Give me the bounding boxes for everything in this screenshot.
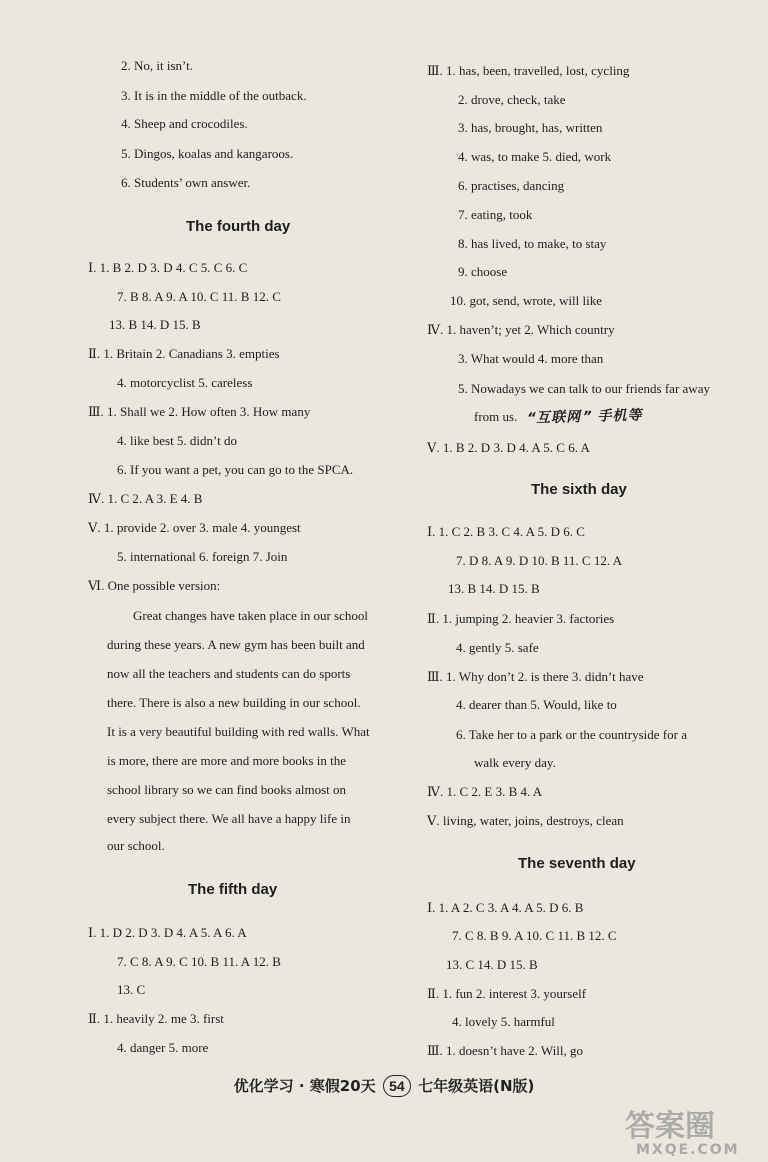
left-answer-line: 13. C bbox=[117, 982, 146, 997]
left-answer-line: 4. like best 5. didn’t do bbox=[117, 433, 238, 448]
right-answer-line: 4. lovely 5. harmful bbox=[452, 1014, 555, 1029]
right-answer-line: Ⅱ. 1. jumping 2. heavier 3. factories bbox=[427, 611, 615, 626]
right-answer-line: Ⅳ. 1. haven’t; yet 2. Which country bbox=[427, 322, 615, 337]
left-answer-line: It is a very beautiful building with red walls. What bbox=[107, 724, 370, 739]
right-answer-line: 7. eating, took bbox=[458, 207, 533, 222]
left-answer-line: 7. B 8. A 9. A 10. C 11. B 12. C bbox=[117, 289, 281, 304]
right-answer-line: 6. Take her to a park or the countryside for a bbox=[456, 727, 687, 742]
right-answer-line: 2. drove, check, take bbox=[458, 92, 566, 107]
left-answer-line: Ⅴ. 1. provide 2. over 3. male 4. youngest bbox=[88, 520, 301, 535]
handwritten-note: “互联网” 手机等 bbox=[524, 407, 645, 427]
page-number: 54 bbox=[383, 1075, 411, 1097]
right-answer-line: 3. has, brought, has, written bbox=[458, 120, 603, 135]
left-answer-line: 4. Sheep and crocodiles. bbox=[121, 116, 248, 131]
left-answer-line: now all the teachers and students can do sports bbox=[107, 666, 351, 681]
left-answer-line: Ⅲ. 1. Shall we 2. How often 3. How many bbox=[88, 404, 311, 419]
right-answer-line: 5. Nowadays we can talk to our friends far away bbox=[458, 381, 710, 396]
left-answer-line: is more, there are more and more books in the bbox=[107, 753, 346, 768]
left-answer-line: Ⅱ. 1. heavily 2. me 3. first bbox=[88, 1011, 224, 1026]
right-answer-line: walk every day. bbox=[474, 755, 556, 770]
footer-book-title: 优化学习 · 寒假20天 bbox=[233, 1077, 376, 1095]
right-answer-line: 6. practises, dancing bbox=[458, 178, 565, 193]
right-answer-line: 3. What would 4. more than bbox=[458, 351, 604, 366]
left-answer-line: Ⅰ. 1. D 2. D 3. D 4. A 5. A 6. A bbox=[88, 925, 247, 940]
right-answer-line: 4. was, to make 5. died, work bbox=[458, 149, 612, 164]
right-answer-line: Ⅱ. 1. fun 2. interest 3. yourself bbox=[427, 986, 587, 1001]
left-answer-line: 3. It is in the middle of the outback. bbox=[121, 88, 307, 103]
right-answer-line: Ⅰ. 1. C 2. B 3. C 4. A 5. D 6. C bbox=[427, 524, 585, 539]
footer-subject: 七年级英语(N版) bbox=[418, 1077, 535, 1095]
left-answer-line: Great changes have taken place in our school bbox=[133, 608, 368, 623]
right-answer-line: 7. C 8. B 9. A 10. C 11. B 12. C bbox=[452, 928, 617, 943]
section-heading: The seventh day bbox=[518, 855, 636, 872]
left-answer-line: during these years. A new gym has been built and bbox=[107, 637, 365, 652]
left-answer-line: Ⅰ. 1. B 2. D 3. D 4. C 5. C 6. C bbox=[88, 260, 248, 275]
section-heading: The fifth day bbox=[188, 881, 278, 898]
right-answer-line: 9. choose bbox=[458, 264, 508, 279]
left-answer-line: Ⅳ. 1. C 2. A 3. E 4. B bbox=[88, 491, 203, 506]
right-answer-line: 7. D 8. A 9. D 10. B 11. C 12. A bbox=[456, 553, 623, 568]
right-answer-line: Ⅲ. 1. has, been, travelled, lost, cycling bbox=[427, 63, 630, 78]
watermark-logo: 答案圈 bbox=[625, 1109, 715, 1144]
left-answer-line: 4. danger 5. more bbox=[117, 1040, 209, 1055]
page-footer bbox=[0, 1075, 768, 1097]
left-answer-line: school library so we can find books almost on bbox=[107, 782, 347, 797]
left-answer-line: 4. motorcyclist 5. careless bbox=[117, 375, 253, 390]
right-answer-line: Ⅲ. 1. doesn’t have 2. Will, go bbox=[427, 1043, 583, 1058]
left-answer-line: 6. If you want a pet, you can go to the SPCA. bbox=[117, 462, 354, 477]
section-heading: The sixth day bbox=[531, 481, 627, 498]
right-answer-line: 4. gently 5. safe bbox=[456, 640, 539, 655]
right-answer-line: 10. got, send, wrote, will like bbox=[450, 293, 603, 308]
left-answer-line: 5. international 6. foreign 7. Join bbox=[117, 549, 288, 564]
right-answer-line: Ⅴ. 1. B 2. D 3. D 4. A 5. C 6. A bbox=[427, 440, 590, 455]
left-answer-line: 2. No, it isn’t. bbox=[121, 58, 193, 73]
left-answer-line: Ⅵ. One possible version: bbox=[88, 578, 221, 593]
from-us-line: from us. “互联网” 手机等 bbox=[474, 407, 645, 427]
left-answer-line: 5. Dingos, koalas and kangaroos. bbox=[121, 146, 294, 161]
left-answer-line: every subject there. We all have a happy life in bbox=[107, 811, 351, 826]
left-answer-line: Ⅱ. 1. Britain 2. Canadians 3. empties bbox=[88, 346, 280, 361]
right-answer-line: Ⅳ. 1. C 2. E 3. B 4. A bbox=[427, 784, 543, 799]
left-answer-line: our school. bbox=[107, 838, 165, 853]
right-answer-line: 13. B 14. D 15. B bbox=[448, 581, 540, 596]
right-answer-line: Ⅴ. living, water, joins, destroys, clean bbox=[427, 813, 624, 828]
right-answer-line: 4. dearer than 5. Would, like to bbox=[456, 697, 617, 712]
right-answer-line: Ⅲ. 1. Why don’t 2. is there 3. didn’t have bbox=[427, 669, 644, 684]
left-answer-line: there. There is also a new building in our school. bbox=[107, 695, 361, 710]
watermark-url: MXQE.COM bbox=[636, 1142, 740, 1158]
left-answer-line: 7. C 8. A 9. C 10. B 11. A 12. B bbox=[117, 954, 281, 969]
right-answer-line: Ⅰ. 1. A 2. C 3. A 4. A 5. D 6. B bbox=[427, 900, 584, 915]
section-heading: The fourth day bbox=[186, 218, 291, 235]
left-answer-line: 6. Students’ own answer. bbox=[121, 175, 251, 190]
left-answer-line: 13. B 14. D 15. B bbox=[109, 317, 201, 332]
right-answer-line: 8. has lived, to make, to stay bbox=[458, 236, 607, 251]
right-answer-line: 13. C 14. D 15. B bbox=[446, 957, 538, 972]
